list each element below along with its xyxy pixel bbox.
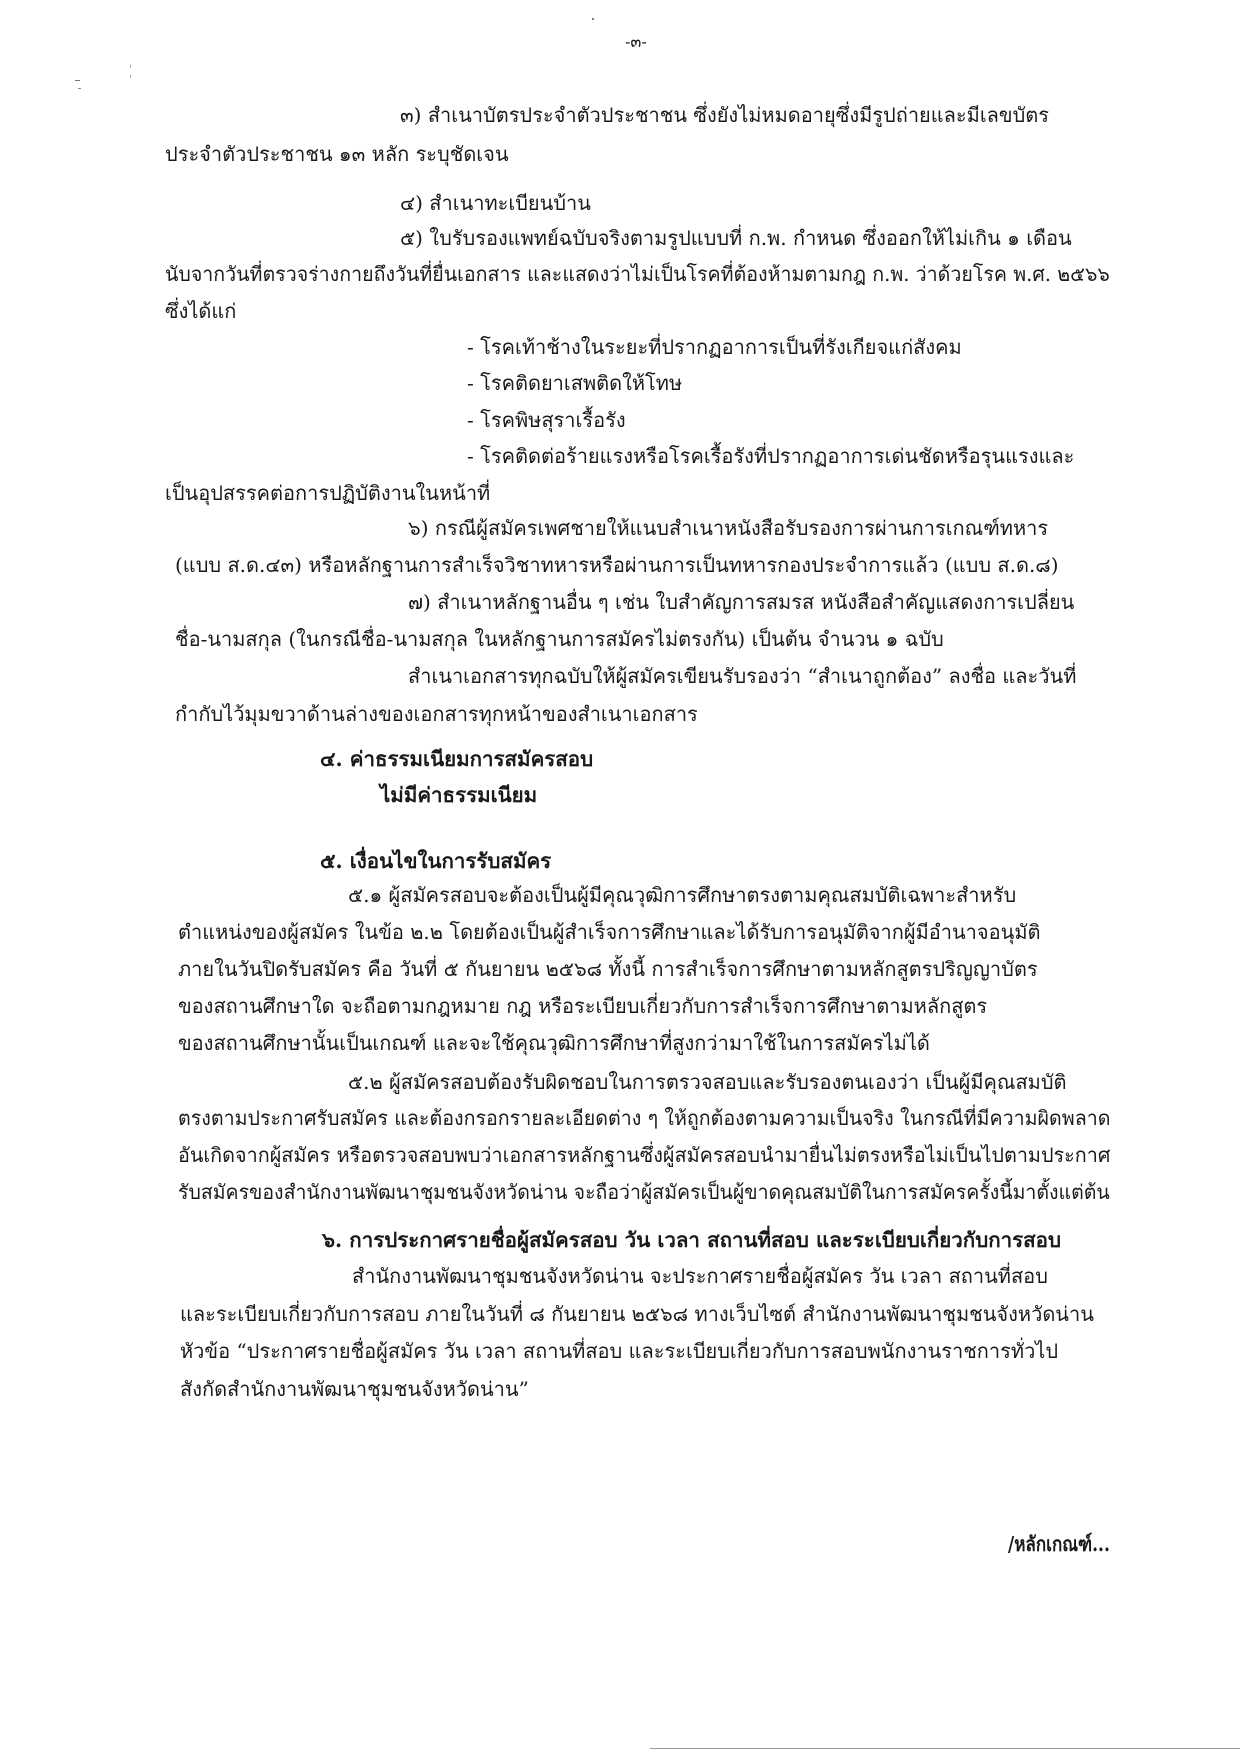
scan-speck [592, 18, 594, 20]
section-6-line-2: และระเบียบเกี่ยวกับการสอบ ภายในวันที่ ๘ กันยายน ๒๕๖๘ ทางเว็บไซต์ สำนักงานพัฒนาชุมชนจังหวัดน่าน [180, 1302, 1094, 1326]
section-6-line-4: สังกัดสำนักงานพัฒนาชุมชนจังหวัดน่าน” [180, 1377, 529, 1401]
section-5-1-line-1: ๕.๑ ผู้สมัครสอบจะต้องเป็นผู้มีคุณวุฒิการศึกษาตรงตามคุณสมบัติเฉพาะสำหรับ [348, 883, 1017, 907]
item-3-line-2: ประจำตัวประชาชน ๑๓ หลัก ระบุชัดเจน [165, 142, 509, 166]
section-5-2-line-2: ตรงตามประกาศรับสมัคร และต้องกรอกรายละเอียดต่าง ๆ ให้ถูกต้องตามความเป็นจริง ในกรณีที่มีความผิดพลาด [178, 1106, 1111, 1130]
scan-mark [130, 75, 131, 78]
scan-edge-line [650, 1748, 1240, 1749]
item-3-line-1: ๓) สำเนาบัตรประจำตัวประชาชน ซึ่งยังไม่หมดอายุซึ่งมีรูปถ่ายและมีเลขบัตร [400, 103, 1050, 127]
section-5-1-line-3: ภายในวันปิดรับสมัคร คือ วันที่ ๕ กันยายน ๒๕๖๘ ทั้งนี้ การสำเร็จการศึกษาตามหลักสูตรปริญญาบัตร [178, 957, 1038, 981]
section-6-heading: ๖. การประกาศรายชื่อผู้สมัครสอบ วัน เวลา สถานที่สอบ และระเบียบเกี่ยวกับการสอบ [322, 1228, 1062, 1252]
item-6-line-2: (แบบ ส.ด.๔๓) หรือหลักฐานการสำเร็จวิชาทหารหรือผ่านการเป็นทหารกองประจำการแล้ว (แบบ ส.ด.๘) [175, 553, 1059, 577]
disease-item-4-line-1: - โรคติดต่อร้ายแรงหรือโรคเรื้อรังที่ปรากฏอาการเด่นชัดหรือรุนแรงและ [467, 444, 1075, 468]
continuation-marker: /หลักเกณฑ์... [1008, 1532, 1110, 1556]
section-5-2-line-4: รับสมัครของสำนักงานพัฒนาชุมชนจังหวัดน่าน จะถือว่าผู้สมัครเป็นผู้ขาดคุณสมบัติในการสมัครครั้งนี้มาตั้งแต่ต้น [178, 1180, 1110, 1204]
page-number: -๓- [625, 32, 647, 51]
item-7-line-2: ชื่อ-นามสกุล (ในกรณีชื่อ-นามสกุล ในหลักฐานการสมัครไม่ตรงกัน) เป็นต้น จำนวน ๑ ฉบับ [175, 627, 944, 651]
section-5-1-line-2: ตำแหน่งของผู้สมัคร ในข้อ ๒.๒ โดยต้องเป็นผู้สำเร็จการศึกษาและได้รับการอนุมัติจากผู้มีอำนาจอนุมัติ [178, 920, 1041, 944]
section-6-line-1: สำนักงานพัฒนาชุมชนจังหวัดน่าน จะประกาศรายชื่อผู้สมัคร วัน เวลา สถานที่สอบ [352, 1264, 1048, 1288]
item-7-line-1: ๗) สำเนาหลักฐานอื่น ๆ เช่น ใบสำคัญการสมรส หนังสือสำคัญแสดงการเปลี่ยน [408, 590, 1075, 614]
item-5-line-3: ซึ่งได้แก่ [165, 299, 237, 323]
copy-note-line-2: กำกับไว้มุมขวาด้านล่างของเอกสารทุกหน้าของสำเนาเอกสาร [175, 702, 698, 726]
section-5-heading: ๕. เงื่อนไขในการรับสมัคร [320, 849, 552, 873]
scan-mark [75, 80, 80, 81]
section-4-body: ไม่มีค่าธรรมเนียม [380, 783, 538, 807]
section-4-heading: ๔. ค่าธรรมเนียมการสมัครสอบ [320, 747, 594, 771]
item-6-line-1: ๖) กรณีผู้สมัครเพศชายให้แนบสำเนาหนังสือรับรองการผ่านการเกณฑ์ทหาร [408, 516, 1049, 540]
disease-item-4-line-2: เป็นอุปสรรคต่อการปฏิบัติงานในหน้าที่ [165, 481, 491, 505]
item-5-line-2: นับจากวันที่ตรวจร่างกายถึงวันที่ยื่นเอกสาร และแสดงว่าไม่เป็นโรคที่ต้องห้ามตามกฎ ก.พ. ว่าด้วยโรค พ.ศ. ๒๕๖๖ [165, 262, 1110, 286]
disease-item-1: - โรคเท้าช้างในระยะที่ปรากฏอาการเป็นที่รังเกียจแก่สังคม [467, 335, 962, 359]
item-4: ๔) สำเนาทะเบียนบ้าน [400, 191, 591, 215]
copy-note-line-1: สำเนาเอกสารทุกฉบับให้ผู้สมัครเขียนรับรองว่า “สำเนาถูกต้อง” ลงชื่อ และวันที่ [408, 664, 1077, 688]
scan-mark [78, 88, 81, 89]
section-5-2-line-1: ๕.๒ ผู้สมัครสอบต้องรับผิดชอบในการตรวจสอบและรับรองตนเองว่า เป็นผู้มีคุณสมบัติ [348, 1070, 1067, 1094]
section-6-line-3: หัวข้อ “ประกาศรายชื่อผู้สมัคร วัน เวลา สถานที่สอบ และระเบียบเกี่ยวกับการสอบพนักงานราชการทั่วไป [180, 1339, 1059, 1363]
scan-mark [130, 65, 131, 68]
section-5-2-line-3: อันเกิดจากผู้สมัคร หรือตรวจสอบพบว่าเอกสารหลักฐานซึ่งผู้สมัครสอบนำมายื่นไม่ตรงหรือไม่เป็นไปตามประกาศ [178, 1143, 1111, 1167]
item-5-line-1: ๕) ใบรับรองแพทย์ฉบับจริงตามรูปแบบที่ ก.พ. กำหนด ซึ่งออกให้ไม่เกิน ๑ เดือน [400, 226, 1072, 250]
disease-item-2: - โรคติดยาเสพติดให้โทษ [467, 371, 683, 395]
disease-item-3: - โรคพิษสุราเรื้อรัง [467, 408, 626, 432]
section-5-1-line-5: ของสถานศึกษานั้นเป็นเกณฑ์ และจะใช้คุณวุฒิการศึกษาที่สูงกว่ามาใช้ในการสมัครไม่ได้ [178, 1031, 930, 1055]
section-5-1-line-4: ของสถานศึกษาใด จะถือตามกฎหมาย กฎ หรือระเบียบเกี่ยวกับการสำเร็จการศึกษาตามหลักสูตร [178, 994, 988, 1018]
